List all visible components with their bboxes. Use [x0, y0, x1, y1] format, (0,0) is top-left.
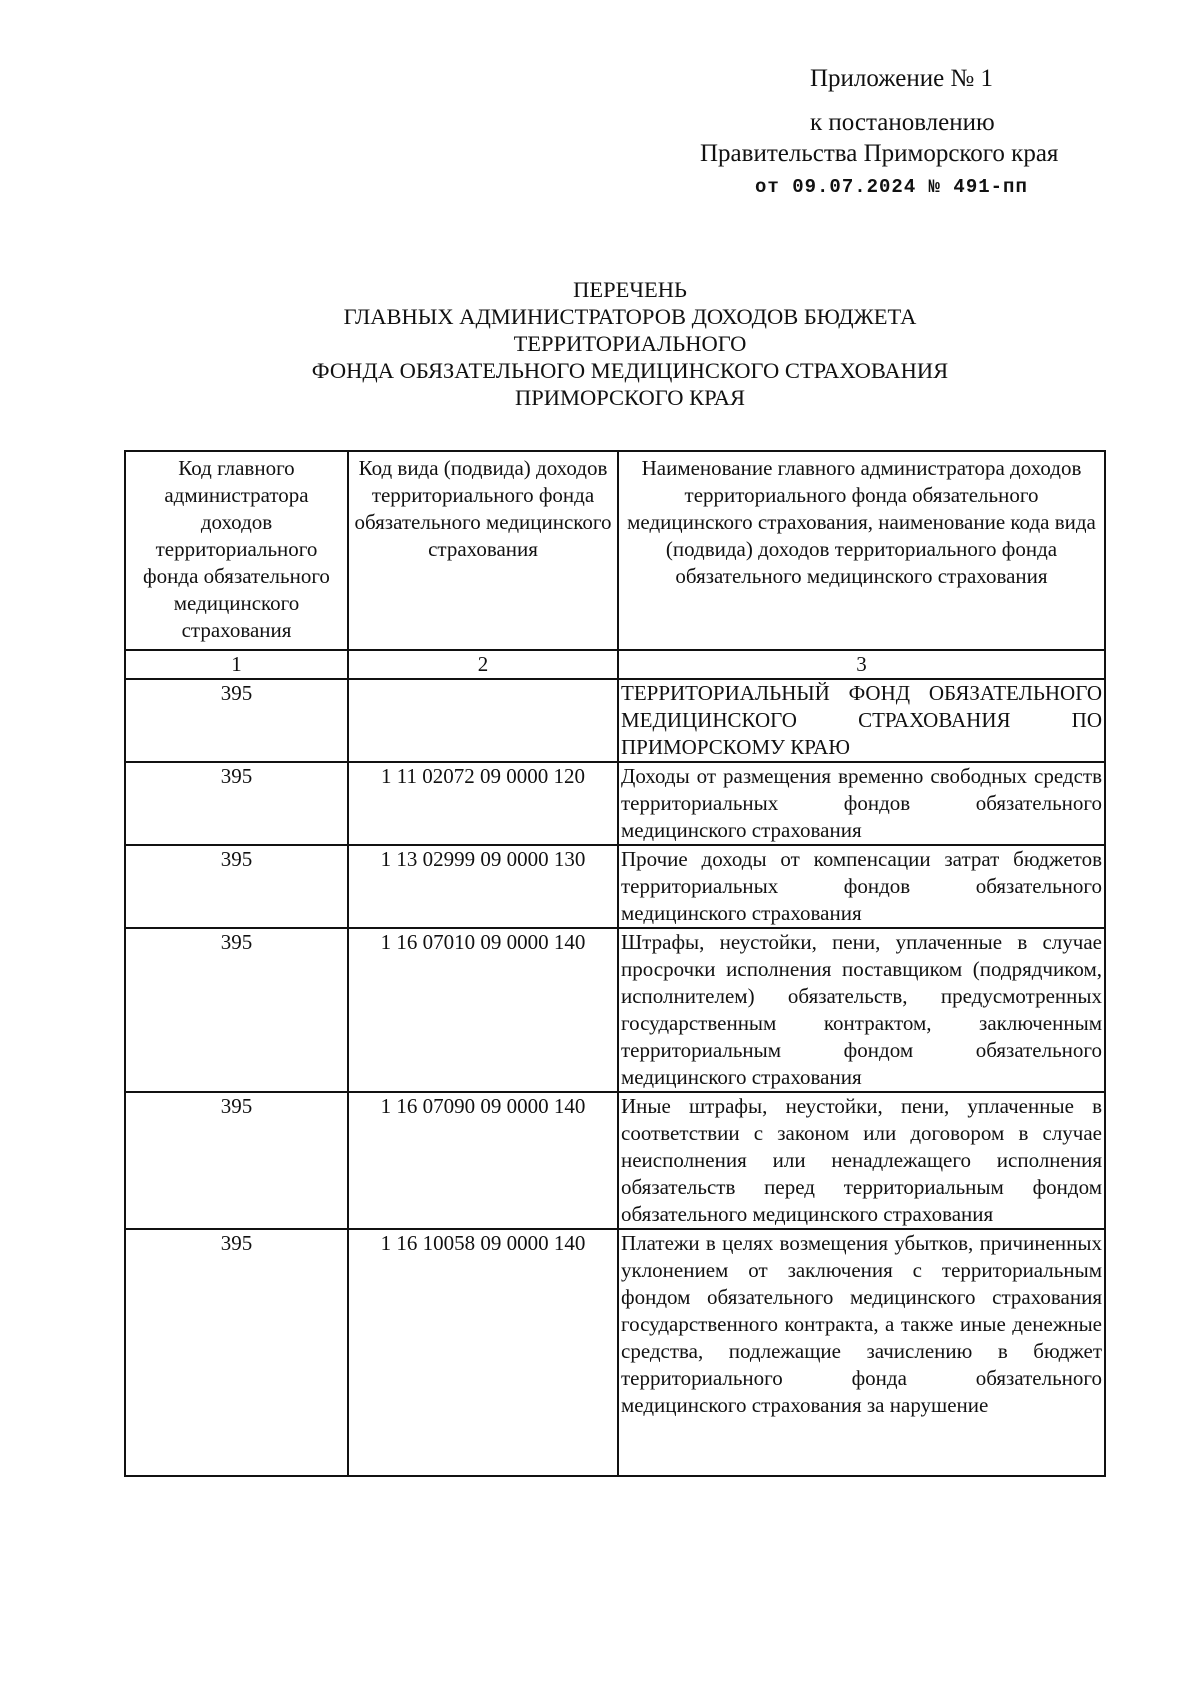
- government-label: Правительства Приморского края: [700, 140, 1059, 167]
- table-row: [125, 1092, 1105, 1229]
- admin-code-cell: 395: [125, 762, 348, 845]
- income-code-cell: [348, 679, 618, 762]
- income-code-cell: 1 16 10058 09 0000 140: [348, 1229, 618, 1476]
- to-decree-label: к постановлению: [810, 109, 995, 136]
- name-cell: ТЕРРИТОРИАЛЬНЫЙ ФОНД ОБЯЗАТЕЛЬНОГО МЕДИЦИНСКОГО СТРАХОВАНИЯ ПО ПРИМОРСКОМУ КРАЮ: [618, 679, 1105, 762]
- administrators-table: [124, 450, 1106, 1477]
- admin-code-cell: 395: [125, 845, 348, 928]
- admin-code-cell: 395: [125, 928, 348, 1092]
- header-admin-code: Код главного администратора доходов территориального фонда обязательного медицинского страхования: [125, 451, 348, 650]
- header-name: Наименование главного администратора доходов территориального фонда обязательного медицинского страхования, наименование кода вида (подвида) доходов территориального фонда обязательного медицинского страхования: [618, 451, 1105, 650]
- name-cell: [618, 1229, 1105, 1476]
- name-cell: Иные штрафы, неустойки, пени, уплаченные в соответствии с законом или договором в случае неисполнения или ненадлежащего исполнения обязательств перед территориальным фондом обязательного медицинского страхования: [618, 1092, 1105, 1229]
- title-line-3: ТЕРРИТОРИАЛЬНОГО: [513, 331, 747, 356]
- header-income-code: Код вида (подвида) доходов территориального фонда обязательного медицинского страхования: [348, 451, 618, 650]
- table-row: [125, 762, 1105, 845]
- annex-label: Приложение № 1: [810, 65, 994, 92]
- admin-code-cell: 395: [125, 679, 348, 762]
- table-row: [125, 928, 1105, 1092]
- table-row: [125, 1229, 1105, 1476]
- name-cell: Доходы от размещения временно свободных средств территориальных фондов обязательного медицинского страхования: [618, 762, 1105, 845]
- title-line-5: ПРИМОРСКОГО КРАЯ: [515, 385, 745, 410]
- column-number-2: 2: [348, 650, 618, 679]
- column-number-3: 3: [618, 650, 1105, 679]
- admin-code-cell: 395: [125, 1092, 348, 1229]
- table-row: [125, 679, 1105, 762]
- document-title: [300, 276, 960, 411]
- table-header-row: [125, 451, 1105, 650]
- column-number-1: 1: [125, 650, 348, 679]
- decree-date-number: от 09.07.2024 № 491-пп: [755, 176, 1028, 198]
- title-line-2: ГЛАВНЫХ АДМИНИСТРАТОРОВ ДОХОДОВ БЮДЖЕТА: [343, 304, 917, 329]
- name-cell: Прочие доходы от компенсации затрат бюджетов территориальных фондов обязательного медицинского страхования: [618, 845, 1105, 928]
- income-code-cell: 1 13 02999 09 0000 130: [348, 845, 618, 928]
- column-number-row: [125, 650, 1105, 679]
- income-code-cell: 1 11 02072 09 0000 120: [348, 762, 618, 845]
- admin-code-cell: 395: [125, 1229, 348, 1476]
- income-code-cell: 1 16 07010 09 0000 140: [348, 928, 618, 1092]
- title-line-4: ФОНДА ОБЯЗАТЕЛЬНОГО МЕДИЦИНСКОГО СТРАХОВАНИЯ: [311, 358, 949, 383]
- income-code-cell: 1 16 07090 09 0000 140: [348, 1092, 618, 1229]
- name-cell-text: Платежи в целях возмещения убытков, причиненных уклонением от заключения с территориальным фондом обязательного медицинского страхования государственного контракта, а также иные денежные средства, подлежащие зачислению в бюджет территориального фонда обязательного медицинского страхования за нарушение: [621, 1231, 1102, 1417]
- name-cell: Штрафы, неустойки, пени, уплаченные в случае просрочки исполнения поставщиком (подрядчиком, исполнителем) обязательств, предусмотренных государственным контрактом, заключенным территориальным фондом обязательного медицинского страхования: [618, 928, 1105, 1092]
- annex-header: [700, 64, 1130, 202]
- table-row: [125, 845, 1105, 928]
- title-line-1: ПЕРЕЧЕНЬ: [573, 277, 687, 302]
